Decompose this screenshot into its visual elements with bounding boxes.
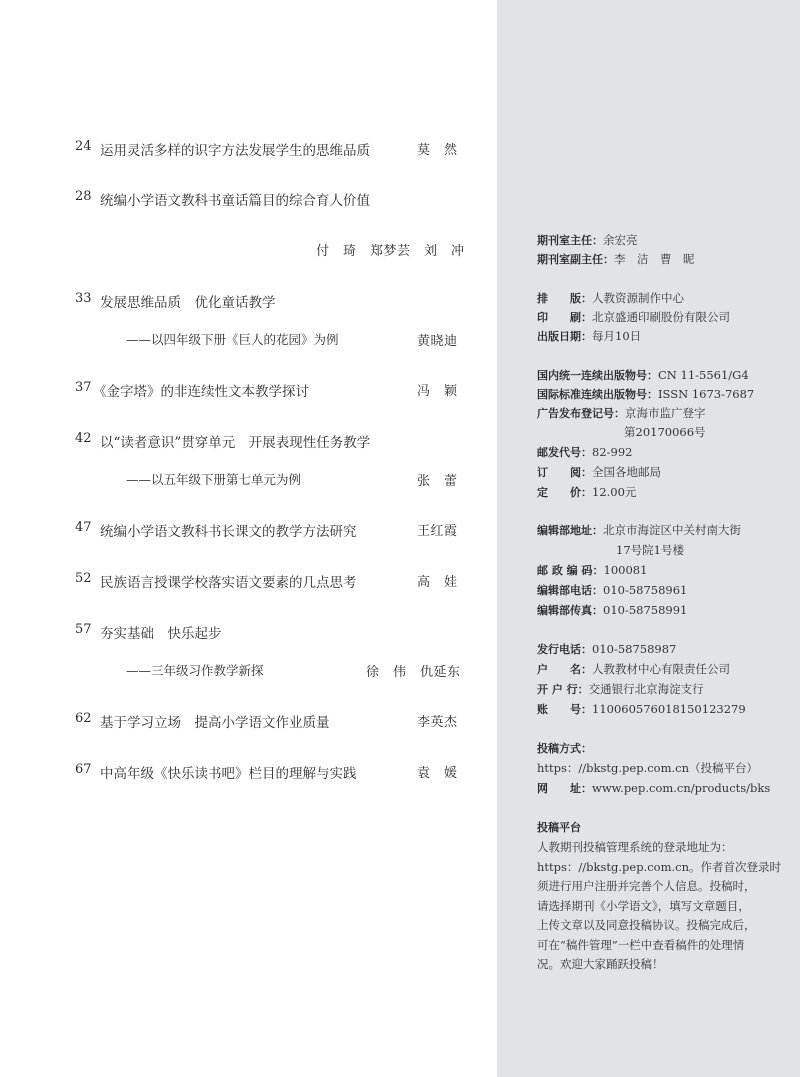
info-tel: 编辑部电话：010-58758961 [537,583,688,597]
page-number: 67 [75,762,92,777]
article-title: 统编小学语文教科书长课文的教学方法研究 [100,524,357,540]
article-subtitle: ——以五年级下册第七单元为例 [126,472,302,487]
platform-description: 人教期刊投稿管理系统的登录地址为： https：//bkstg.pep.com.cn。作者首次登录时 须进行用户注册并完善个人信息。投稿时， 请选择期刊《小学语文》，填写文章题目， 上传文章以及同意投稿协议。投稿完成后， 可在“稿件管理”一栏中查看稿件的处理情 况。欢迎大家踊跃投稿！ [537,840,781,971]
info-bank: 开 户 行：交通银行北京海淀支行 [537,682,704,696]
article-title: 夯实基础 快乐起步 [100,626,222,642]
page-number: 42 [75,431,92,446]
page-number: 52 [75,571,92,586]
article-author: 王红霞 [417,524,458,539]
info-cn: 国内统一连续出版物号：CN 11-5561/G4 [537,368,749,382]
info-deputy: 期刊室副主任：李 洁 曹 昵 [537,252,695,266]
article-title: 统编小学语文教科书童话篇目的综合育人价值 [100,193,370,209]
article-title: 《金字塔》的非连续性文本教学探讨 [93,384,309,400]
article-author: 黄晓迪 [417,334,458,349]
info-print: 印 刷：北京盛通印刷股份有限公司 [537,310,730,324]
info-ad: 广告发布登记号：京海市监广登字 [537,406,706,420]
page-number: 33 [75,291,92,306]
article-title: 发展思维品质 优化童话教学 [100,295,276,311]
info-price: 定 价：12.00元 [537,485,637,499]
article-title: 中高年级《快乐读书吧》栏目的理解与实践 [100,766,357,782]
article-title: 运用灵活多样的识字方法发展学生的思维品质 [100,143,370,159]
page-number: 28 [75,189,92,204]
info-account-name: 户 名：人教教材中心有限责任公司 [537,662,730,676]
article-title: 民族语言授课学校落实语文要素的几点思考 [100,575,357,591]
article-author: 李英杰 [417,715,458,730]
info-fax: 编辑部传真：010-58758991 [537,603,688,617]
info-order: 订 阅：全国各地邮局 [537,465,661,479]
article-title: 基于学习立场 提高小学语文作业质量 [100,715,330,731]
platform-heading: 投稿平台 [537,821,581,834]
info-zip: 邮 政 编 码：100081 [537,563,648,577]
page-number: 24 [75,139,92,154]
info-submit-heading: 投稿方式： [537,742,592,755]
info-issn: 国际标准连续出版物号：ISSN 1673-7687 [537,387,755,401]
info-dist-tel: 发行电话：010-58758987 [537,642,677,656]
article-title: 以“读者意识”贯穿单元 开展表现性任务教学 [100,435,371,451]
article-author: 袁 媛 [417,766,458,781]
page-number: 57 [75,622,92,637]
website-link[interactable]: www.pep.com.cn/products/bks [592,781,771,795]
submit-platform-link[interactable]: https：//bkstg.pep.com.cn（投稿平台） [537,761,758,775]
info-postal: 邮发代号：82-992 [537,445,633,459]
info-address-cont: 17号院1号楼 [616,543,684,557]
page-number: 62 [75,711,92,726]
article-author: 冯 颖 [417,384,458,399]
info-editor: 期刊室主任：余宏亮 [537,233,638,247]
page-number: 47 [75,520,92,535]
info-account: 账 号：110060576018150123279 [537,702,746,716]
info-ad-cont: 第20170066号 [624,425,706,439]
article-author: 高 娃 [417,575,458,590]
article-author: 莫 然 [417,143,458,158]
article-author: 付 琦 郑梦芸 刘 冲 [316,244,465,259]
article-subtitle: ——三年级习作教学新探 [126,663,264,678]
info-address: 编辑部地址：北京市海淀区中关村南大街 [537,523,741,537]
info-date: 出版日期：每月10日 [537,329,642,343]
page-number: 37 [75,380,92,395]
info-website: 网 址：www.pep.com.cn/products/bks [537,781,771,795]
article-subtitle: ——以四年级下册《巨人的花园》为例 [126,332,339,347]
info-typeset: 排 版：人教资源制作中心 [537,291,684,305]
article-author: 张 蕾 [417,474,458,489]
article-author: 徐 伟 仇延东 [366,665,461,680]
